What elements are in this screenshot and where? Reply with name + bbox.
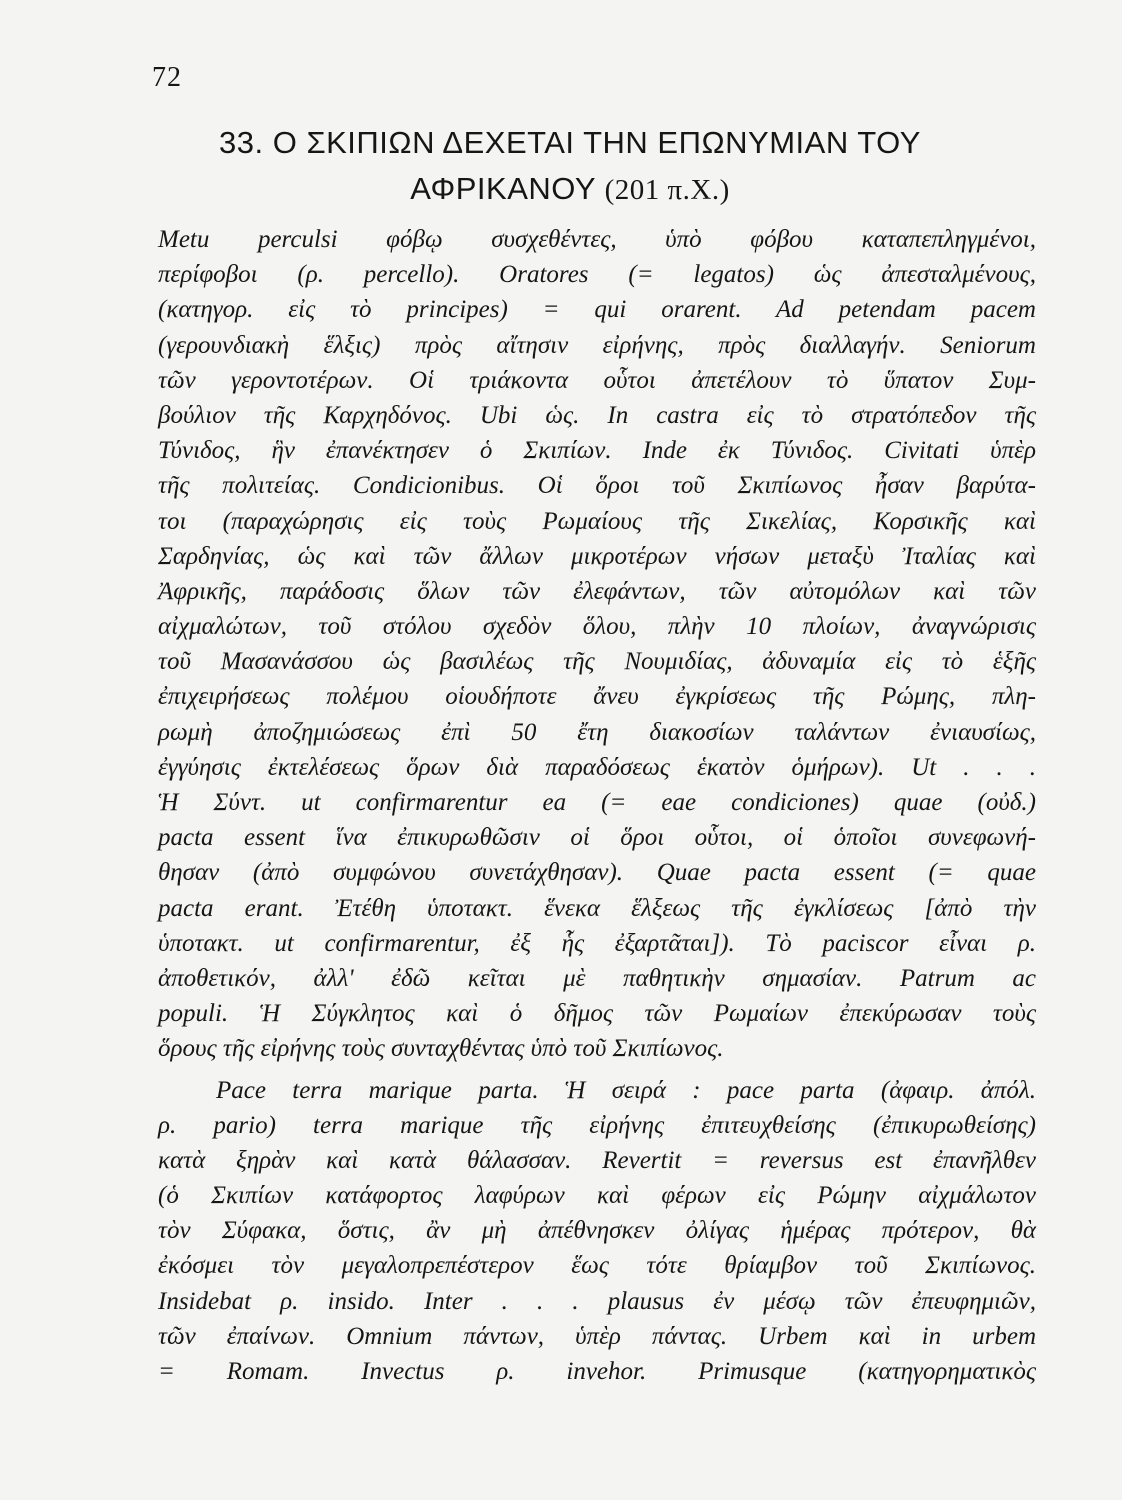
text-line: τοι (παραχώρησις εἰς τοὺς Ρωμαίους τῆς Σικελίας, Κορσικῆς καὶ (158, 507, 1036, 535)
text-line: (ὁ Σκιπίων κατάφορτος λαφύρων καὶ φέρων εἰς Ρώμην αἰχμάλωτον (158, 1182, 1036, 1210)
text-line: βούλιον τῆς Καρχηδόνος. Ubi ὡς. In castra εἰς τὸ στρατόπεδον τῆς (158, 401, 1036, 429)
section-title (160, 120, 980, 213)
text-line: τῆς πολιτείας. Condicionibus. Οἱ ὅροι τοῦ Σκιπίωνος ἦσαν βαρύτα- (158, 472, 1036, 500)
text-line: Insidebat ρ. insido. Inter . . . plausus ἐν μέσῳ τῶν ἐπευφημιῶν, (158, 1287, 1036, 1315)
text-line: Ἀφρικῆς, παράδοσις ὅλων τῶν ἐλεφάντων, τῶν αὐτομόλων καὶ τῶν (158, 577, 1036, 605)
text-line: Pace terra marique parta. Ἡ σειρά : pace parta (ἀφαιρ. ἀπόλ. (216, 1076, 1036, 1104)
text-line: τῶν ἐπαίνων. Omnium πάντων, ὑπὲρ πάντας. Urbem καὶ in urbem (158, 1322, 1036, 1350)
text-line: θησαν (ἀπὸ συμφώνου συνετάχθησαν). Quae pacta essent (= quae (158, 859, 1036, 887)
text-line: ἐπιχειρήσεως πολέμου οἱουδήποτε ἄνευ ἐγκρίσεως τῆς Ρώμης, πλη- (158, 683, 1036, 711)
text-line: ὅρους τῆς εἰρήνης τοὺς συνταχθέντας ὑπὸ τοῦ Σκιπίωνος. (158, 1035, 724, 1063)
text-line: κατὰ ξηρὰν καὶ κατὰ θάλασσαν. Revertit = reversus est ἐπανῆλθεν (158, 1146, 1036, 1174)
paragraph (158, 222, 1036, 1067)
text-line: ἐκόσμει τὸν μεγαλοπρεπέστερον ἕως τότε θρίαμβον τοῦ Σκιπίωνος. (158, 1252, 1036, 1280)
page-number: 72 (152, 62, 182, 93)
text-line: περίφοβοι (ρ. percello). Oratores (= legatos) ὡς ἀπεσταλμένους, (158, 261, 1036, 289)
text-line: (γερουνδιακὴ ἕλξις) πρὸς αἴτησιν εἰρήνης, πρὸς διαλλαγήν. Seniorum (158, 331, 1036, 359)
text-line: = Romam. Invectus ρ. invehor. Primusque (κατηγορηματικὸς (158, 1358, 1036, 1385)
text-line: populi. Ἡ Σύγκλητος καὶ ὁ δῆμος τῶν Ρωμαίων ἐπεκύρωσαν τοὺς (158, 1000, 1036, 1028)
text-line: Ἡ Σύντ. ut confirmarentur ea (= eae condiciones) quae (οὐδ.) (158, 789, 1036, 816)
paragraph (158, 1073, 1036, 1390)
title-line-1: 33. Ο ΣΚΙΠΙΩΝ ΔΕΧΕΤΑΙ ΤΗΝ ΕΠΩΝΥΜΙΑΝ ΤΟΥ (219, 125, 921, 160)
title-date: (201 π.Χ.) (604, 174, 730, 206)
text-line: ρ. pario) terra marique τῆς εἰρήνης ἐπιτευχθείσης (ἐπικυρωθείσης) (158, 1111, 1036, 1139)
text-line: ἀποθετικόν, ἀλλ' ἐδῶ κεῖται μὲ παθητικὴν σημασίαν. Patrum ac (158, 964, 1036, 992)
text-line: αἰχμαλώτων, τοῦ στόλου σχεδὸν ὅλου, πλὴν 10 πλοίων, ἀναγνώρισις (158, 613, 1036, 641)
text-line: pacta erant. Ἐτέθη ὑποτακτ. ἕνεκα ἕλξεως τῆς ἐγκλίσεως [ἀπὸ τὴν (158, 894, 1036, 922)
text-line: pacta essent ἵνα ἐπικυρωθῶσιν οἱ ὅροι οὗτοι, οἱ ὁποῖοι συνεφωνή- (158, 824, 1036, 852)
text-line: (κατηγορ. εἰς τὸ principes) = qui orarent. Ad petendam pacem (158, 296, 1036, 324)
body-text (158, 222, 1036, 1389)
text-line: Τύνιδος, ἣν ἐπανέκτησεν ὁ Σκιπίων. Inde ἐκ Τύνιδος. Civitati ὑπὲρ (158, 437, 1036, 465)
text-line: Σαρδηνίας, ὡς καὶ τῶν ἄλλων μικροτέρων νήσων μεταξὺ Ἰταλίας καὶ (158, 542, 1036, 570)
text-line: τὸν Σύφακα, ὅστις, ἂν μὴ ἀπέθνησκεν ὀλίγας ἡμέρας πρότερον, θὰ (158, 1217, 1036, 1245)
title-line-2-text: ΑΦΡΙΚΑΝΟΥ (410, 171, 596, 206)
text-line: ἐγγύησις ἐκτελέσεως ὅρων διὰ παραδόσεως ἑκατὸν ὁμήρων). Ut . . . (158, 753, 1036, 781)
title-line-2 (160, 166, 980, 213)
text-line: ρωμὴ ἀποζημιώσεως ἐπὶ 50 ἔτη διακοσίων ταλάντων ἐνιαυσίως, (158, 718, 1036, 746)
text-line: τῶν γεροντοτέρων. Οἱ τριάκοντα οὗτοι ἀπετέλουν τὸ ὕπατον Συμ- (158, 366, 1036, 394)
text-line: Metu perculsi φόβῳ συσχεθέντες, ὑπὸ φόβου καταπεπληγμένοι, (158, 226, 1036, 253)
text-line: ὑποτακτ. ut confirmarentur, ἐξ ἧς ἐξαρτᾶται]). Τὸ paciscor εἶναι ρ. (158, 929, 1036, 957)
text-line: τοῦ Μασανάσσου ὡς βασιλέως τῆς Νουμιδίας, ἀδυναμία εἰς τὸ ἑξῆς (158, 648, 1036, 676)
